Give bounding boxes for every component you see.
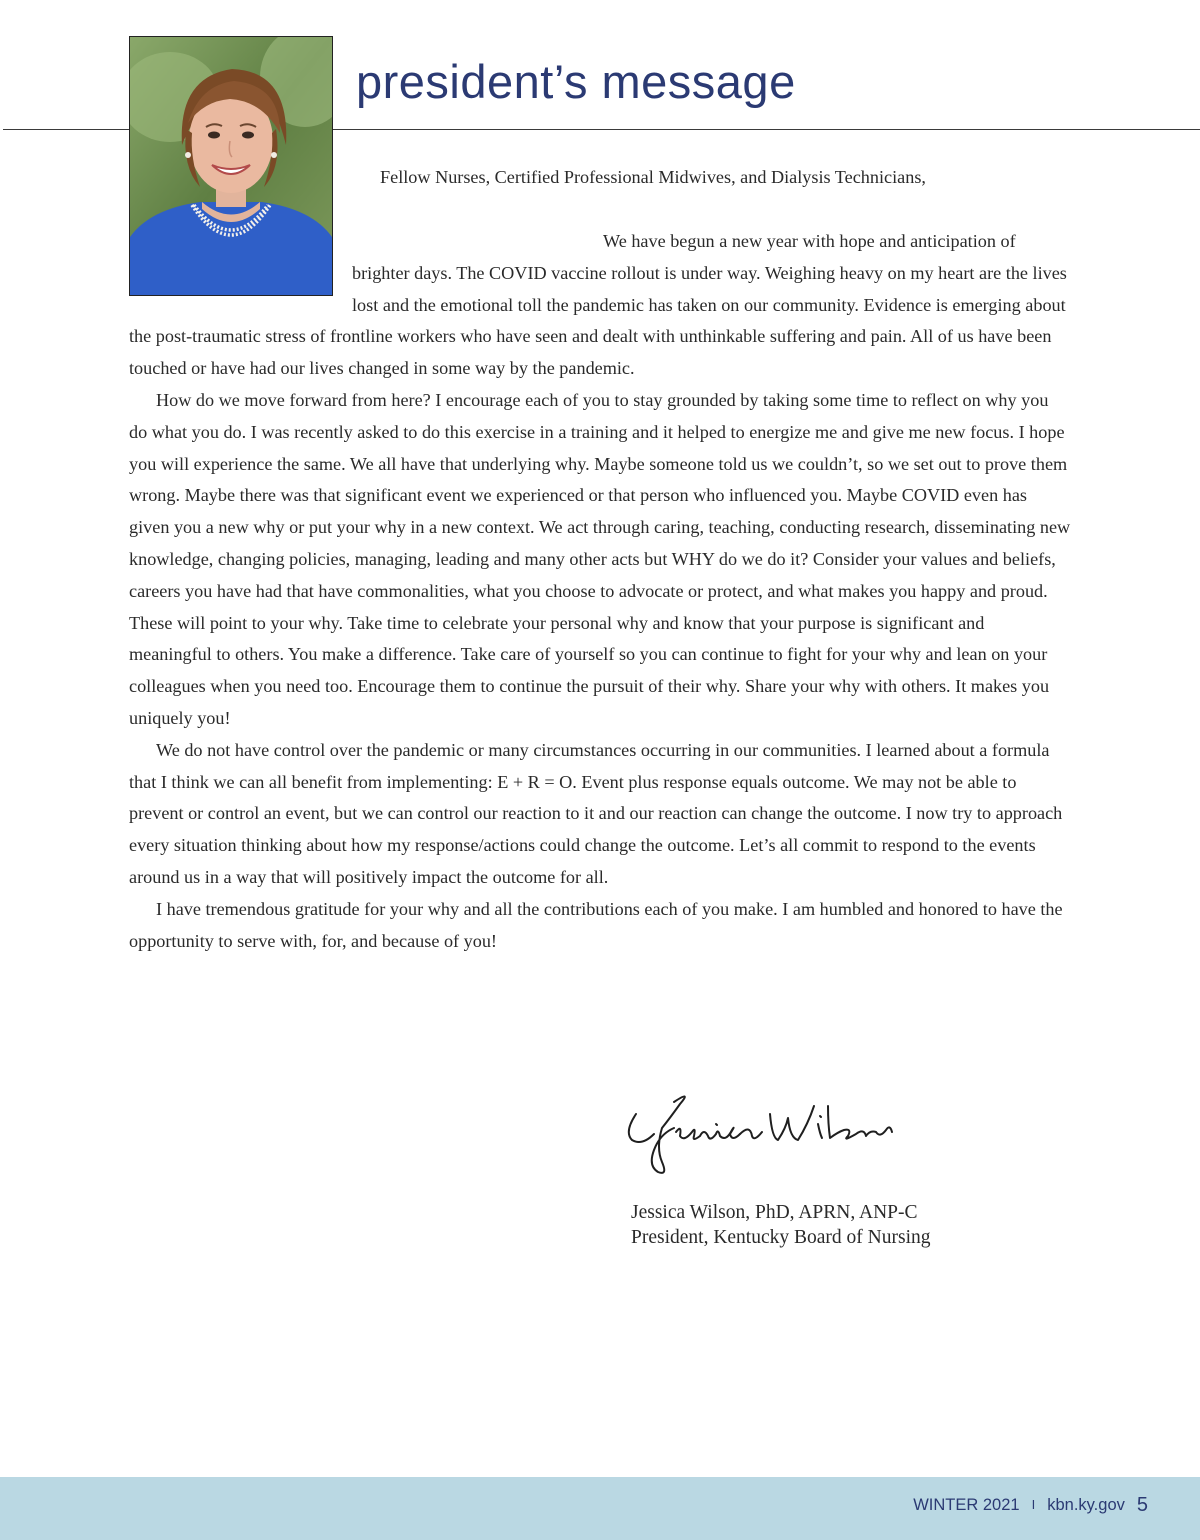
- handwritten-signature: [622, 1088, 894, 1180]
- page-footer: [0, 1477, 1200, 1540]
- letter-salutation: Fellow Nurses, Certified Professional Midwives, and Dialysis Technicians,: [380, 167, 926, 187]
- letter-paragraph-4: I have tremendous gratitude for your why and all the contributions each of you make. I am humbled and honored to have the opportunity to serve with, for, and because of you!: [129, 898, 1063, 951]
- footer-separator: I: [1031, 1497, 1036, 1512]
- signatory-title: President, Kentucky Board of Nursing: [631, 1227, 931, 1248]
- footer-site-link[interactable]: kbn.ky.gov: [1047, 1496, 1125, 1514]
- letter-paragraph-2: How do we move forward from here? I encourage each of you to stay grounded by taking some time to reflect on why you do what you do. I was recently asked to do this exercise in a training and it helped to energize me and give me new focus. I hope you will experience the same. We all have that underlying why. Maybe someone told us we couldn’t, so we set out to prove them wrong. Maybe there was that significant event we experienced or that person who influenced you. Maybe COVID even has given you a new why or put your why in a new context. We act through caring, teaching, conducting research, disseminating new knowledge, changing policies, managing, leading and many other acts but WHY do we do it? Consider your values and beliefs, careers you have had that have commonalities, what you choose to advocate or protect, and what makes you happy and proud. These will point to your why. Take time to celebrate your personal why and know that your purpose is significant and meaningful to others. You make a difference. Take care of yourself so you can continue to fight for your why and lean on your colleagues when you need too. Encourage them to continue the pursuit of their why. Share your why with others. It makes you uniquely you!: [129, 389, 1071, 728]
- page-number: 5: [1136, 1494, 1148, 1516]
- signatory-name: Jessica Wilson, PhD, APRN, ANP-C: [631, 1202, 918, 1223]
- signature-block: [631, 1200, 931, 1250]
- page-title: president’s message: [356, 55, 796, 108]
- letter-body: [129, 226, 1071, 957]
- letter-paragraph-3: We do not have control over the pandemic or many circumstances occurring in our communities. I learned about a formula that I think we can all benefit from implementing: E + R = O. Event plus response equals outcome. We may not be able to prevent or control an event, but we can control our reaction to it and our reaction can change the outcome. I now try to approach every situation thinking about how my response/actions could change the outcome. Let’s all commit to respond to the events around us in a way that will positively impact the outcome for all.: [129, 739, 1063, 887]
- footer-issue: WINTER 2021: [913, 1496, 1020, 1514]
- portrait-text-wrap: [129, 226, 352, 321]
- footer-text: [913, 1493, 1148, 1517]
- letter-paragraph-1: We have begun a new year with hope and anticipation of brighter days. The COVID vaccine rollout is under way. Weighing heavy on my heart are the lives lost and the emotional toll the pandemic has taken on our community. Evidence is emerging about the post-traumatic stress of frontline workers who have seen and dealt with unthinkable suffering and pain. All of us have been touched or have had our lives changed in some way by the pandemic.: [129, 231, 1067, 379]
